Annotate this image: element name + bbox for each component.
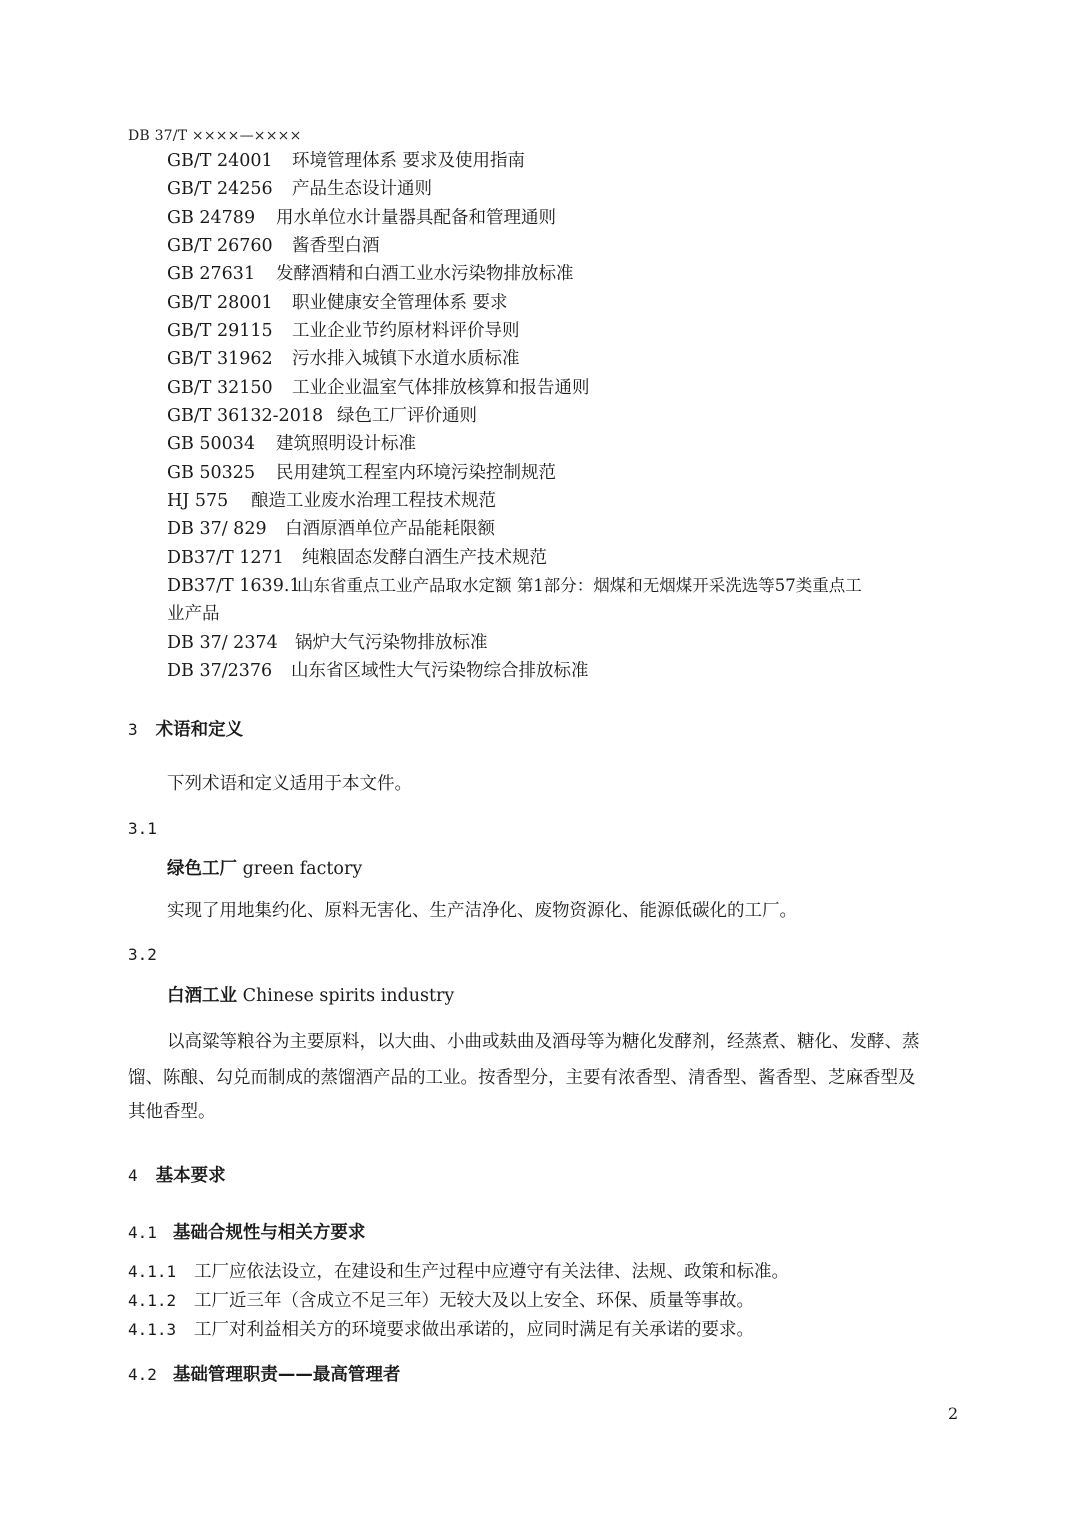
reference-code: GB/T 28001 [167,293,273,313]
reference-code: GB 50325 [167,463,256,483]
reference-code: GB/T 26760 [167,236,273,256]
section-title: 术语和定义 [155,720,244,740]
reference-title: 白酒原酒单位产品能耗限额 [285,519,495,539]
reference-title: 环境管理体系 要求及使用指南 [292,151,526,171]
term-number: 3.1 [128,819,157,838]
reference-item [167,490,496,512]
reference-title: 绿色工厂评价通则 [337,406,477,426]
reference-item [167,207,556,229]
reference-code: GB/T 32150 [167,378,273,398]
term-definition-line: 其他香型。 [128,1102,216,1122]
reference-item [167,518,495,540]
reference-code: GB/T 31962 [167,349,273,369]
reference-title: 职业健康安全管理体系 要求 [292,293,508,313]
clause-text: 工厂近三年（含成立不足三年）无较大及以上安全、环保、质量等事故。 [194,1291,754,1311]
reference-code: DB 37/ 2374 [167,633,278,653]
clause-number: 4.1.2 [128,1291,177,1310]
term-heading [167,858,362,880]
reference-title: 锅炉大气污染物排放标准 [295,633,488,653]
subsection-number: 4.2 [128,1365,157,1384]
reference-item [167,632,488,654]
reference-title: 工业企业温室气体排放核算和报告通则 [292,378,590,398]
term-definition-line: 馏、陈酿、勾兑而制成的蒸馏酒产品的工业。按香型分，主要有浓香型、清香型、酱香型、芝麻香型及 [128,1068,916,1088]
reference-item [167,235,380,257]
reference-item-continuation: 业产品 [167,604,220,624]
section-heading [128,716,243,741]
reference-code: HJ 575 [167,491,229,511]
reference-title: 产品生态设计通则 [292,179,432,199]
reference-item [167,320,520,342]
page-number: 2 [948,1404,959,1423]
subsection-heading [128,1361,400,1386]
term-english: Chinese spirits industry [242,986,455,1006]
term-definition: 实现了用地集约化、原料无害化、生产洁净化、废物资源化、能源低碳化的工厂。 [167,901,797,921]
section-intro: 下列术语和定义适用于本文件。 [167,774,412,794]
clause-number: 4.1.1 [128,1262,177,1281]
reference-item [167,150,525,172]
reference-item [167,433,416,455]
clause-item [128,1261,789,1283]
term-chinese: 绿色工厂 [167,859,237,879]
reference-item [167,575,862,597]
term-definition-line: 以高粱等粮谷为主要原料，以大曲、小曲或麸曲及酒母等为糖化发酵剂，经蒸煮、糖化、发酵、蒸 [167,1032,920,1052]
clause-text: 工厂对利益相关方的环境要求做出承诺的，应同时满足有关承诺的要求。 [194,1320,754,1340]
reference-code: GB 50034 [167,434,256,454]
reference-title: 酱香型白酒 [292,236,380,256]
reference-title: 发酵酒精和白酒工业水污染物排放标准 [276,264,574,284]
reference-item [167,292,508,314]
reference-code: DB 37/ 829 [167,519,267,539]
reference-item [167,462,556,484]
reference-title: 污水排入城镇下水道水质标准 [292,349,520,369]
term-number: 3.2 [128,945,157,964]
section-title: 基本要求 [155,1166,226,1186]
reference-item [167,263,574,285]
reference-code: GB 24789 [167,208,256,228]
reference-code: GB/T 24256 [167,179,273,199]
subsection-title: 基础管理职责——最高管理者 [172,1365,401,1385]
subsection-title: 基础合规性与相关方要求 [172,1223,366,1243]
reference-item [167,547,547,569]
reference-item [167,405,477,427]
section-heading [128,1162,226,1187]
clause-item [128,1319,754,1341]
reference-item [167,660,589,682]
reference-title: 酿造工业废水治理工程技术规范 [251,491,496,511]
term-chinese: 白酒工业 [167,986,237,1006]
clause-item [128,1290,754,1312]
reference-code: DB37/T 1639.1 [167,576,301,596]
subsection-number: 4.1 [128,1223,157,1242]
term-heading [167,985,454,1007]
reference-title: 建筑照明设计标准 [276,434,416,454]
reference-title: 纯粮固态发酵白酒生产技术规范 [302,548,547,568]
reference-title: 民用建筑工程室内环境污染控制规范 [276,463,556,483]
reference-code: GB/T 29115 [167,321,273,341]
reference-code: GB/T 24001 [167,151,273,171]
reference-title: 用水单位水计量器具配备和管理通则 [276,208,556,228]
reference-item [167,377,590,399]
clause-number: 4.1.3 [128,1320,177,1339]
reference-title: 山东省区域性大气污染物综合排放标准 [291,661,589,681]
reference-code: DB 37/2376 [167,661,273,681]
clause-text: 工厂应依法设立，在建设和生产过程中应遵守有关法律、法规、政策和标准。 [194,1262,789,1282]
subsection-heading [128,1219,365,1244]
reference-item [167,178,432,200]
reference-title: 工业企业节约原材料评价导则 [292,321,520,341]
term-english: green factory [242,859,363,879]
reference-code: GB 27631 [167,264,256,284]
section-number: 4 [128,1166,138,1185]
document-code-header: DB 37/T ××××—×××× [128,128,302,144]
reference-code: GB/T 36132-2018 [167,406,324,426]
reference-title: 山东省重点工业产品取水定额 第1部分：烟煤和无烟煤开采洗选等57类重点工 [297,576,862,595]
reference-item [167,348,520,370]
section-number: 3 [128,720,138,739]
reference-code: DB37/T 1271 [167,548,284,568]
